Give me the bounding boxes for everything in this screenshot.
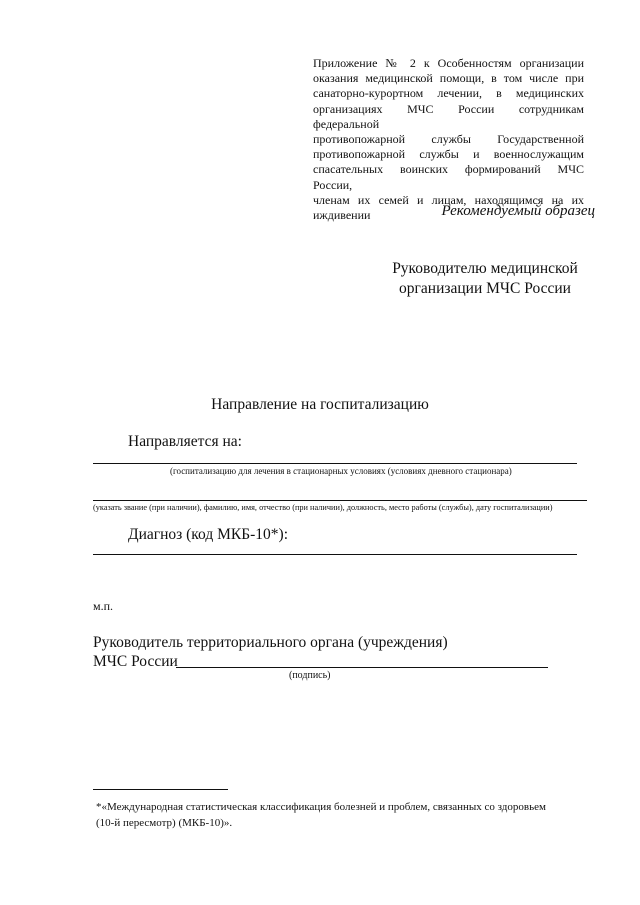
appendix-line: оказания медицинской помощи, в том числе при [313, 71, 584, 86]
footnote [96, 799, 566, 831]
signature-hint: (подпись) [289, 670, 331, 681]
sample-label: Рекомендуемый образец [441, 203, 595, 219]
head-title-line-2: МЧС России [93, 653, 178, 670]
footnote-line-1: *«Международная статистическая классификация болезней и проблем, связанных со здоровьем [96, 801, 546, 813]
directed-to-label: Направляется на: [128, 433, 242, 450]
hospitalization-type-line[interactable] [93, 463, 577, 464]
appendix-line: иждивении [313, 208, 371, 223]
appendix-line: членам их семей и лицам, находящимся на их [313, 192, 584, 207]
appendix-line: противопожарной службы и военнослужащим [313, 147, 584, 162]
diagnosis-label: Диагноз (код МКБ-10*): [128, 526, 289, 543]
addressee-block [380, 259, 590, 299]
stamp-label: м.п. [93, 599, 114, 613]
addressee-line-2: организации МЧС России [399, 280, 571, 297]
appendix-line: организациях МЧС России сотрудникам федеральной [313, 101, 584, 131]
document-title: Направление на госпитализацию [211, 396, 429, 413]
appendix-line: санаторно-курортном лечении, в медицинских [313, 86, 584, 101]
addressee-line-1: Руководителю медицинской [392, 260, 578, 277]
patient-details-line[interactable] [93, 500, 587, 501]
footnote-separator [93, 789, 228, 790]
appendix-header [313, 56, 584, 223]
hospitalization-type-hint: (госпитализацию для лечения в стационарных условиях (условиях дневного стационара) [170, 466, 512, 476]
diagnosis-line[interactable] [93, 554, 577, 555]
appendix-line: Приложение № 2 к Особенностям организации [313, 56, 584, 70]
signature-line[interactable] [176, 667, 548, 668]
appendix-line: противопожарной службы Государственной [313, 132, 584, 147]
head-title-line-1: Руководитель территориального органа (учреждения) [93, 634, 448, 651]
footnote-line-2: (10-й пересмотр) (МКБ-10)». [96, 817, 233, 829]
appendix-line: спасательных воинских формирований МЧС России, [313, 162, 584, 192]
patient-details-hint: (указать звание (при наличии), фамилию, имя, отчество (при наличии), должность, место работы (службы), дату госпитализации) [93, 503, 553, 512]
